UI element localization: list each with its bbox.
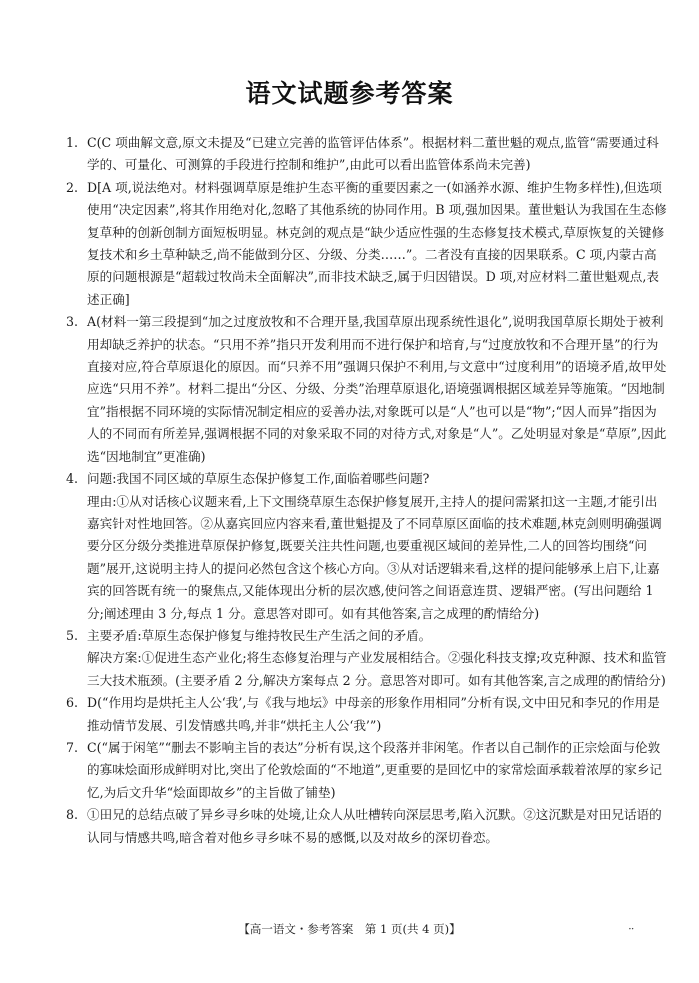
answer-text: ①田兄的总结点破了异乡寻乡味的处境,让众人从吐槽转向深层思考,陷入沉默。②这沉默是对田兄话语的认同与情感共鸣,暗含着对他乡寻乡味不易的感慨,以及对故乡的深切眷恋。 — [87, 807, 662, 845]
answer-number: 1. — [66, 135, 79, 150]
answer-number: 6. — [66, 695, 79, 711]
corner-mark-icon: ⠤ — [628, 923, 635, 933]
answer-item-4 — [66, 468, 667, 625]
page-footer: 【高一语文・参考答案 第 1 页(共 4 页)】 — [238, 922, 461, 936]
answer-item-5 — [66, 625, 667, 692]
answer-text: D(“作用均是烘托主人公‘我’,与《我与地坛》中母亲的形象作用相同”分析有误,文中田兄和李兄的作用是推动情节发展、引发情感共鸣,并非“烘托主人公‘我’”) — [87, 695, 660, 733]
answer-item-1 — [66, 132, 667, 177]
answer-solutions: 解决方案:①促进生态产业化;将生态修复治理与产业发展相结合。②强化科技支撑;攻克种源、技术和监管三大技术瓶颈。(主要矛盾 2 分,解决方案每点 2 分。意思答对即可。如有其他答案,言之成理的酌情给分) — [87, 650, 667, 688]
answer-number: 4. — [66, 471, 79, 487]
answer-reasoning: 理由:①从对话核心议题来看,上下文围绕草原生态保护修复展开,主持人的提问需紧扣这一主题,才能引出嘉宾针对性地回答。②从嘉宾回应内容来看,董世魁提及了不同草原区面临的技术难题,林克剑则明确强调要分区分级分类推进草原保护修复,既要关注共性问题,也要重视区域间的差异性,二人的回答均围绕“问题”展开,这说明主持人的提问必然包含这个核心方向。③从对话逻辑来看,这样的提问能够承上启下,让嘉宾的回答既有统一的聚焦点,又能体现出分析的层次感,使问答之间语意连贯、逻辑严密。(写出问题给 1 分;阐述理由 3 分,每点 1 分。意思答对即可。如有其他答案,言之成理的酌情给分) — [87, 493, 662, 621]
answer-number: 3. — [66, 314, 79, 330]
answer-text: C(“属于闲笔”“删去不影响主旨的表达”分析有误,这个段落并非闲笔。作者以自己制作的正宗烩面与伦敦的寡味烩面形成鲜明对比,突出了伦敦烩面的“不地道”,更重要的是回忆中的家常烩面承载着浓厚的家乡记忆,为后文升华“烩面即故乡”的主旨做了铺垫) — [87, 739, 663, 800]
answer-text: D[A 项,说法绝对。材料强调草原是维护生态平衡的重要因素之一(如涵养水源、维护生物多样性),但选项使用“决定因素”,将其作用绝对化,忽略了其他系统的协同作用。B 项,强加因果。董世魁认为我国在生态修复草种的创新创制方面短板明显。林克剑的观点是“缺少适应性强的生态修复技术模式,草原恢复的关键修复技术和乡土草种缺乏,尚不能做到分区、分级、分类……”。二者没有直接的因果联系。C 项,内蒙古高原的问题根源是“超载过牧尚未全面解决”,而非技术缺乏,属于归因错误。D 项,对应材料二董世魁观点,表述正确] — [87, 179, 667, 307]
answer-item-3 — [66, 311, 667, 468]
answer-number: 2. — [66, 179, 79, 195]
answer-item-7 — [66, 737, 667, 804]
answer-text: C(C 项曲解文意,原文未提及“已建立完善的监管评估体系”。根据材料二董世魁的观点,监管“需要通过科学的、可量化、可测算的手段进行控制和维护”,由此可以看出监管体系尚未完善) — [87, 135, 659, 173]
answer-number: 5. — [66, 627, 79, 643]
page-title: 语文试题参考答案 — [245, 79, 454, 108]
answer-item-2 — [66, 177, 667, 311]
answer-question: 问题:我国不同区域的草原生态保护修复工作,面临着哪些问题? — [87, 471, 430, 487]
answer-text: A(材料一第三段提到“加之过度放牧和不合理开垦,我国草原出现系统性退化”,说明我国草原长期处于被利用却缺乏养护的状态。“只用不养”指只开发利用而不进行保护和培育,与“过度放牧和不合理开垦”的行为直接对应,符合草原退化的原因。而“只养不用”强调只保护不利用,与文意中“过度利用”的语境矛盾,故甲处应选“只用不养”。材料二提出“分区、分级、分类”治理草原退化,语境强调根据区域差异等施策。“因地制宜”指根据不同环境的实际情况制定相应的妥善办法,对象既可以是“人”也可以是“物”;“因人而异”指因为人的不同而有所差异,强调根据不同的对象采取不同的对待方式,对象是“人”。乙处明显对象是“草原”,因此选“因地制宜”更准确) — [87, 314, 667, 464]
answer-number: 7. — [66, 739, 79, 755]
answer-main-conflict: 主要矛盾:草原生态保护修复与维持牧民生产生活之间的矛盾。 — [87, 627, 432, 643]
answer-item-6 — [66, 692, 667, 737]
answer-list — [66, 132, 667, 849]
answer-item-8 — [66, 804, 667, 849]
answer-number: 8. — [66, 807, 79, 823]
